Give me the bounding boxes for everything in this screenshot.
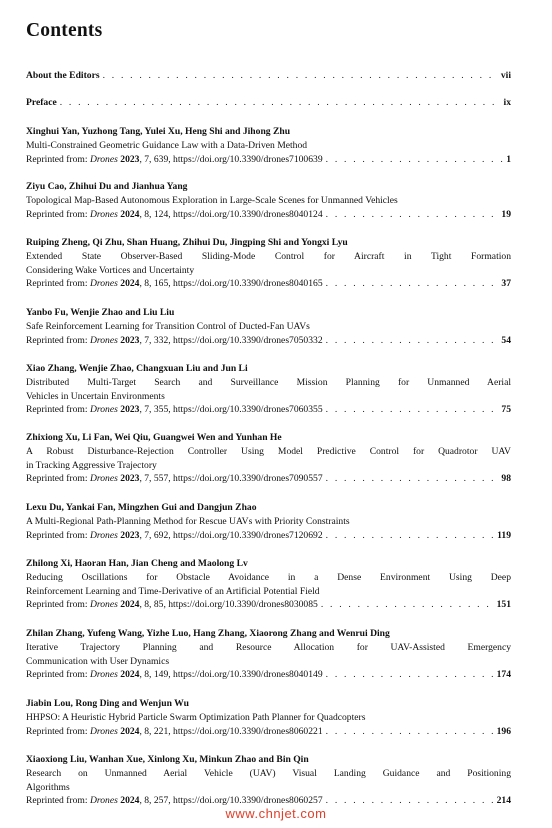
- page-title: Contents: [26, 20, 103, 41]
- toc-entry-title: Research on Unmanned Aerial Vehicle (UAV) Visual Landing Guidance and Positioning: [26, 767, 511, 779]
- toc-entry-title: Communication with User Dynamics: [26, 655, 170, 667]
- toc-entry-authors: Yanbo Fu, Wenjie Zhao and Liu Liu: [26, 307, 175, 318]
- toc-page-number: 98: [501, 473, 511, 485]
- toc-entry[interactable]: [26, 306, 511, 347]
- toc-front-label: Preface: [26, 97, 57, 108]
- toc-front-about[interactable]: [26, 70, 511, 84]
- dot-leader: [321, 598, 494, 612]
- dot-leader: [60, 97, 501, 108]
- toc-page-number: 214: [496, 795, 511, 807]
- toc-entry-title: Distributed Multi-Target Search and Surveillance Mission Planning for Unmanned Aerial: [26, 376, 511, 388]
- toc-entry-reprint: [26, 598, 511, 612]
- reprint-prefix: Reprinted from:: [26, 669, 88, 681]
- reprint-journal: Drones: [89, 334, 118, 346]
- toc-entry-title: in Tracking Aggressive Trajectory: [26, 459, 157, 471]
- toc-entry[interactable]: [26, 557, 511, 612]
- reprint-citation: [26, 598, 318, 612]
- reprint-prefix: Reprinted from:: [26, 153, 88, 165]
- reprint-doi[interactable]: , 7, 355, https://doi.org/10.3390/drones7060355: [139, 404, 323, 416]
- reprint-citation: [26, 529, 323, 543]
- dot-leader: [326, 472, 499, 486]
- reprint-prefix: Reprinted from:: [26, 278, 88, 290]
- reprint-citation: [26, 472, 323, 486]
- toc-entry-authors: Xiaoxiong Liu, Wanhan Xue, Xinlong Xu, Minkun Zhao and Bin Qin: [26, 754, 309, 765]
- toc-entry-reprint: [26, 472, 511, 486]
- toc-entry[interactable]: [26, 697, 511, 738]
- reprint-journal: Drones: [89, 153, 118, 165]
- toc-entry[interactable]: [26, 431, 511, 486]
- reprint-citation: [26, 668, 323, 682]
- reprint-journal: Drones: [89, 725, 118, 737]
- toc-entry-authors: Ruiping Zheng, Qi Zhu, Shan Huang, Zhihui Du, Jingping Shi and Yongxi Lyu: [26, 237, 348, 248]
- toc-page-number: 54: [501, 334, 511, 346]
- toc-entry-authors: Jiabin Lou, Rong Ding and Wenjun Wu: [26, 698, 189, 709]
- toc-entry-authors: Ziyu Cao, Zhihui Du and Jianhua Yang: [26, 181, 188, 192]
- toc-page-number: 19: [501, 208, 511, 220]
- toc-entry-reprint: [26, 529, 511, 543]
- toc-entry-reprint: [26, 277, 511, 291]
- toc-entry-title: Safe Reinforcement Learning for Transition Control of Ducted-Fan UAVs: [26, 320, 310, 332]
- dot-leader: [326, 403, 499, 417]
- toc-entry-reprint: [26, 334, 511, 348]
- reprint-doi[interactable]: , 8, 165, https://doi.org/10.3390/drones8040165: [139, 278, 323, 290]
- toc-entry[interactable]: [26, 236, 511, 291]
- reprint-year: 2024: [120, 278, 140, 290]
- reprint-year: 2024: [120, 208, 140, 220]
- reprint-year: 2023: [120, 529, 140, 541]
- reprint-citation: [26, 334, 323, 348]
- reprint-year: 2023: [120, 334, 140, 346]
- toc-entry-title: Algorithms: [26, 781, 70, 793]
- toc-page-number: 1: [506, 153, 511, 165]
- reprint-prefix: Reprinted from:: [26, 334, 88, 346]
- reprint-doi[interactable]: , 7, 332, https://doi.org/10.3390/drones7050332: [139, 334, 323, 346]
- toc-entry-reprint: [26, 725, 511, 739]
- reprint-journal: Drones: [89, 795, 118, 807]
- toc-page-number: 119: [497, 529, 511, 541]
- reprint-doi[interactable]: , 8, 124, https://doi.org/10.3390/drones8040124: [139, 208, 323, 220]
- reprint-journal: Drones: [89, 278, 118, 290]
- dot-leader: [326, 668, 494, 682]
- reprint-citation: [26, 208, 323, 222]
- toc-entry-reprint: [26, 668, 511, 682]
- toc-page-number: 151: [496, 599, 511, 611]
- toc-entry-reprint: [26, 208, 511, 222]
- reprint-year: 2023: [120, 473, 140, 485]
- reprint-year: 2024: [120, 669, 140, 681]
- reprint-prefix: Reprinted from:: [26, 473, 88, 485]
- toc-page-number: 75: [501, 404, 511, 416]
- toc-entry[interactable]: [26, 362, 511, 417]
- toc-page-number: 37: [501, 278, 511, 290]
- reprint-journal: Drones: [89, 529, 118, 541]
- reprint-journal: Drones: [89, 473, 118, 485]
- toc-entry-authors: Xiao Zhang, Wenjie Zhao, Changxuan Liu and Jun Li: [26, 363, 248, 374]
- toc-entry-title: A Robust Disturbance-Rejection Controller Using Model Predictive Control for Quadrotor UAV: [26, 445, 511, 457]
- toc-entry-authors: Zhilong Xi, Haoran Han, Jian Cheng and Maolong Lv: [26, 558, 248, 569]
- reprint-citation: [26, 725, 323, 739]
- toc-entry-title: Topological Map-Based Autonomous Exploration in Large-Scale Scenes for Unmanned Vehicles: [26, 194, 398, 206]
- reprint-prefix: Reprinted from:: [26, 795, 88, 807]
- reprint-citation: [26, 403, 323, 417]
- toc-entry[interactable]: [26, 753, 511, 808]
- toc-entry[interactable]: [26, 501, 511, 542]
- reprint-year: 2023: [120, 404, 140, 416]
- dot-leader: [326, 529, 495, 543]
- reprint-prefix: Reprinted from:: [26, 599, 88, 611]
- reprint-year: 2024: [120, 725, 140, 737]
- toc-entry-reprint: [26, 403, 511, 417]
- toc-entry-authors: Zhixiong Xu, Li Fan, Wei Qiu, Guangwei Wen and Yunhan He: [26, 432, 282, 443]
- toc-page-number: vii: [500, 70, 511, 81]
- dot-leader: [103, 70, 498, 81]
- dot-leader: [326, 334, 499, 348]
- reprint-citation: [26, 277, 323, 291]
- reprint-year: 2024: [120, 795, 140, 807]
- reprint-journal: Drones: [89, 404, 118, 416]
- dot-leader: [326, 277, 499, 291]
- toc-front-preface[interactable]: [26, 97, 511, 111]
- toc-entry-title: Extended State Observer-Based Sliding-Mode Control for Aircraft in Tight Formation: [26, 250, 511, 262]
- reprint-doi[interactable]: , 7, 557, https://doi.org/10.3390/drones7090557: [139, 473, 323, 485]
- toc-page-number: 174: [496, 669, 511, 681]
- toc-entry-title: Considering Wake Vortices and Uncertainty: [26, 264, 195, 276]
- reprint-journal: Drones: [89, 599, 118, 611]
- toc-entry-title: Reinforcement Learning and Time-Derivative of an Artificial Potential Field: [26, 585, 320, 597]
- toc-entry-reprint: [26, 153, 511, 167]
- toc-entry[interactable]: [26, 125, 511, 166]
- reprint-prefix: Reprinted from:: [26, 208, 88, 220]
- watermark: www.chnjet.com: [225, 806, 327, 821]
- toc-entry-authors: Xinghui Yan, Yuzhong Tang, Yulei Xu, Heng Shi and Jihong Zhu: [26, 126, 291, 137]
- toc-entry-title: A Multi-Regional Path-Planning Method for Rescue UAVs with Priority Constraints: [26, 515, 350, 527]
- reprint-doi[interactable]: , 8, 221, https://doi.org/10.3390/drones8060221: [139, 725, 323, 737]
- reprint-year: 2024: [120, 599, 140, 611]
- toc-entry-title: Vehicles in Uncertain Environments: [26, 390, 165, 402]
- dot-leader: [326, 208, 499, 222]
- reprint-doi[interactable]: , 8, 85, https://doi.org/10.3390/drones8030085: [139, 599, 318, 611]
- reprint-doi[interactable]: , 7, 639, https://doi.org/10.3390/drones7100639: [139, 153, 323, 165]
- reprint-journal: Drones: [89, 669, 118, 681]
- reprint-year: 2023: [120, 153, 140, 165]
- toc-entry-title: Iterative Trajectory Planning and Resource Allocation for UAV-Assisted Emergency: [26, 641, 511, 653]
- dot-leader: [326, 725, 494, 739]
- toc-page-number: ix: [503, 97, 511, 108]
- toc-entry-authors: Lexu Du, Yankai Fan, Mingzhen Gui and Dangjun Zhao: [26, 502, 257, 513]
- reprint-citation: [26, 153, 323, 167]
- reprint-doi[interactable]: , 7, 692, https://doi.org/10.3390/drones7120692: [139, 529, 323, 541]
- reprint-journal: Drones: [89, 208, 118, 220]
- toc-entry-title: Reducing Oscillations for Obstacle Avoidance in a Dense Environment Using Deep: [26, 571, 511, 583]
- reprint-prefix: Reprinted from:: [26, 529, 88, 541]
- toc-page-number: 196: [496, 725, 511, 737]
- reprint-prefix: Reprinted from:: [26, 404, 88, 416]
- toc-entry[interactable]: [26, 180, 511, 221]
- toc-entry-title: Multi-Constrained Geometric Guidance Law with a Data-Driven Method: [26, 139, 308, 151]
- toc-entry-authors: Zhilan Zhang, Yufeng Wang, Yizhe Luo, Hang Zhang, Xiaorong Zhang and Wenrui Ding: [26, 628, 390, 639]
- reprint-prefix: Reprinted from:: [26, 725, 88, 737]
- dot-leader: [326, 153, 504, 167]
- toc-front-label: About the Editors: [26, 70, 100, 81]
- toc-entry[interactable]: [26, 627, 511, 682]
- reprint-doi[interactable]: , 8, 149, https://doi.org/10.3390/drones8040149: [139, 669, 323, 681]
- toc-entry-title: HHPSO: A Heuristic Hybrid Particle Swarm Optimization Path Planner for Quadcopters: [26, 711, 366, 723]
- reprint-doi[interactable]: , 8, 257, https://doi.org/10.3390/drones8060257: [139, 795, 323, 807]
